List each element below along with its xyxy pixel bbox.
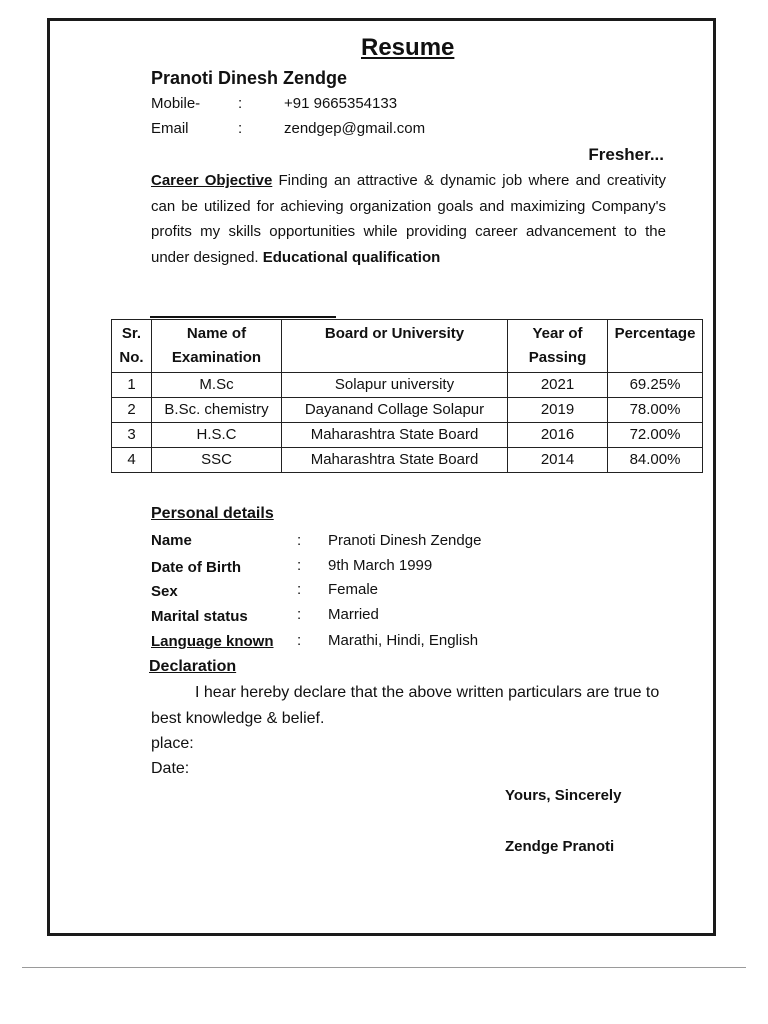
table-row <box>112 423 703 448</box>
pd-colon: : <box>297 606 302 623</box>
header-percentage: Percentage <box>608 320 703 373</box>
header-year: Year of Passing <box>508 320 608 373</box>
table-row <box>112 398 703 423</box>
cell-year: 2019 <box>508 398 608 423</box>
cell-exam: SSC <box>152 448 282 473</box>
cell-exam: H.S.C <box>152 423 282 448</box>
cell-sr: 2 <box>112 398 152 423</box>
cell-percent: 69.25% <box>608 373 703 398</box>
pd-colon: : <box>297 557 302 574</box>
declaration-line-1: I hear hereby declare that the above written particulars are true to <box>195 684 660 701</box>
signature-name: Zendge Pranoti <box>505 838 615 855</box>
cell-board: Maharashtra State Board <box>282 448 508 473</box>
declaration-heading: Declaration <box>149 658 237 675</box>
pd-value-language: Marathi, Hindi, English <box>328 632 479 649</box>
cell-year: 2014 <box>508 448 608 473</box>
section-rule <box>150 316 336 318</box>
cell-board: Solapur university <box>282 373 508 398</box>
cell-sr: 1 <box>112 373 152 398</box>
date-label: Date: <box>151 760 190 777</box>
pd-colon: : <box>297 532 302 549</box>
pd-value-dob: 9th March 1999 <box>328 557 433 574</box>
cell-board: Dayanand Collage Solapur <box>282 398 508 423</box>
cell-sr: 4 <box>112 448 152 473</box>
table-row <box>112 448 703 473</box>
header-examination: Name of Examination <box>152 320 282 373</box>
table-header-row <box>112 320 703 373</box>
mobile-colon: : <box>238 95 243 112</box>
candidate-name: Pranoti Dinesh Zendge <box>151 68 348 88</box>
personal-details-heading: Personal details <box>151 505 274 522</box>
pd-label-dob: Date of Birth <box>151 559 241 576</box>
cell-exam: B.Sc. chemistry <box>152 398 282 423</box>
career-objective-paragraph <box>151 168 666 270</box>
pd-value-name: Pranoti Dinesh Zendge <box>328 532 482 549</box>
cell-percent: 84.00% <box>608 448 703 473</box>
email-value: zendgep@gmail.com <box>284 120 426 137</box>
place-label: place: <box>151 735 194 752</box>
cell-board: Maharashtra State Board <box>282 423 508 448</box>
educational-qualification-heading: Educational qualification <box>262 248 441 266</box>
table-row <box>112 373 703 398</box>
header-sr-no: Sr. No. <box>112 320 152 373</box>
header-board: Board or University <box>282 320 508 373</box>
page-bottom-divider <box>22 967 746 968</box>
mobile-value: +91 9665354133 <box>284 95 398 112</box>
pd-label-name: Name <box>151 532 192 549</box>
pd-label-marital: Marital status <box>151 608 248 625</box>
education-table <box>111 319 703 473</box>
cell-percent: 78.00% <box>608 398 703 423</box>
pd-colon: : <box>297 581 302 598</box>
cell-year: 2021 <box>508 373 608 398</box>
pd-label-language: Language known <box>151 633 274 650</box>
pd-colon: : <box>297 632 302 649</box>
declaration-line-2: best knowledge & belief. <box>151 710 325 727</box>
resume-title: Resume <box>361 34 455 61</box>
career-objective-label: Career Objective <box>151 172 273 189</box>
closing-text: Yours, Sincerely <box>505 787 622 804</box>
status-fresher: Fresher... <box>588 145 664 164</box>
mobile-label: Mobile- <box>151 95 201 112</box>
pd-label-sex: Sex <box>151 583 178 600</box>
pd-value-sex: Female <box>328 581 379 598</box>
cell-year: 2016 <box>508 423 608 448</box>
career-objective-text: Finding an attractive & dynamic job where and creativity can be utilized for achieving organization goals and maximizing Company's profits my skills opportunities while providing career advancement to the under designed. <box>151 172 667 266</box>
email-colon: : <box>238 120 243 137</box>
cell-exam: M.Sc <box>152 373 282 398</box>
cell-sr: 3 <box>112 423 152 448</box>
cell-percent: 72.00% <box>608 423 703 448</box>
pd-value-marital: Married <box>328 606 379 623</box>
email-label: Email <box>151 120 189 137</box>
